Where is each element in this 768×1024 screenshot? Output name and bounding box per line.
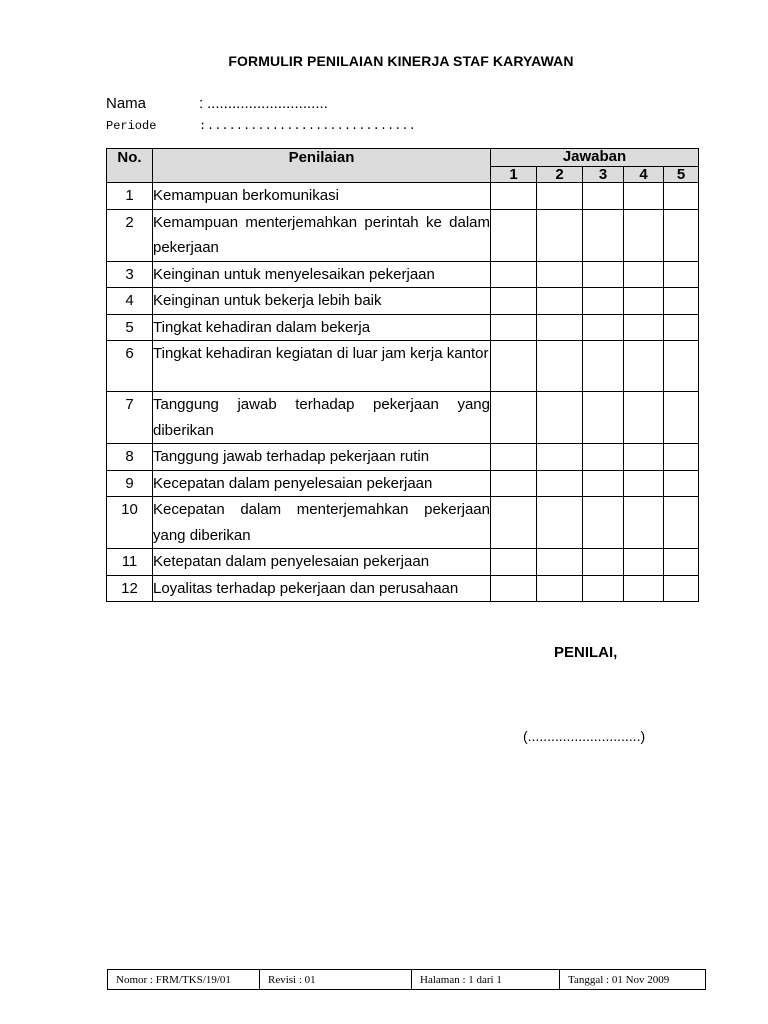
row-number: 1 bbox=[107, 183, 153, 210]
score-cell-5[interactable] bbox=[664, 183, 699, 210]
score-cell-1[interactable] bbox=[491, 314, 537, 341]
nama-label: Nama bbox=[106, 95, 147, 112]
score-cell-1[interactable] bbox=[491, 209, 537, 261]
table-row bbox=[107, 314, 699, 341]
row-number: 9 bbox=[107, 470, 153, 497]
row-number: 5 bbox=[107, 314, 153, 341]
score-cell-4[interactable] bbox=[624, 444, 664, 471]
score-cell-3[interactable] bbox=[583, 288, 624, 315]
score-cell-5[interactable] bbox=[664, 314, 699, 341]
score-cell-5[interactable] bbox=[664, 288, 699, 315]
nama-value[interactable]: ............................. bbox=[207, 95, 328, 112]
header-score-4: 4 bbox=[624, 167, 664, 183]
score-cell-1[interactable] bbox=[491, 288, 537, 315]
header-score-3: 3 bbox=[583, 167, 624, 183]
table-row bbox=[107, 392, 699, 444]
score-cell-3[interactable] bbox=[583, 261, 624, 288]
score-cell-3[interactable] bbox=[583, 575, 624, 602]
row-criterion: Keinginan untuk menyelesaikan pekerjaan bbox=[153, 261, 491, 288]
row-criterion: Tingkat kehadiran kegiatan di luar jam kerja kantor bbox=[153, 341, 491, 392]
score-cell-3[interactable] bbox=[583, 470, 624, 497]
periode-label: Periode bbox=[106, 119, 157, 133]
score-cell-1[interactable] bbox=[491, 470, 537, 497]
row-criterion: Tingkat kehadiran dalam bekerja bbox=[153, 314, 491, 341]
assessment-table bbox=[106, 148, 699, 602]
score-cell-1[interactable] bbox=[491, 497, 537, 549]
table-row bbox=[107, 497, 699, 549]
row-number: 3 bbox=[107, 261, 153, 288]
table-row bbox=[107, 183, 699, 210]
score-cell-4[interactable] bbox=[624, 209, 664, 261]
footer-revisi: Revisi : 01 bbox=[260, 970, 412, 990]
score-cell-2[interactable] bbox=[537, 314, 583, 341]
row-criterion: Tanggung jawab terhadap pekerjaan rutin bbox=[153, 444, 491, 471]
score-cell-3[interactable] bbox=[583, 497, 624, 549]
score-cell-2[interactable] bbox=[537, 470, 583, 497]
header-score-1: 1 bbox=[491, 167, 537, 183]
score-cell-2[interactable] bbox=[537, 183, 583, 210]
row-criterion: Kemampuan menterjemahkan perintah ke dalam pekerjaan bbox=[153, 209, 491, 261]
score-cell-2[interactable] bbox=[537, 549, 583, 576]
row-criterion: Keinginan untuk bekerja lebih baik bbox=[153, 288, 491, 315]
nama-colon: : bbox=[199, 95, 204, 112]
score-cell-3[interactable] bbox=[583, 392, 624, 444]
score-cell-2[interactable] bbox=[537, 261, 583, 288]
table-row bbox=[107, 549, 699, 576]
score-cell-1[interactable] bbox=[491, 444, 537, 471]
header-jawaban: Jawaban bbox=[491, 149, 699, 167]
score-cell-3[interactable] bbox=[583, 444, 624, 471]
score-cell-1[interactable] bbox=[491, 549, 537, 576]
header-no: No. bbox=[107, 149, 153, 183]
row-criterion: Kemampuan berkomunikasi bbox=[153, 183, 491, 210]
score-cell-4[interactable] bbox=[624, 314, 664, 341]
score-cell-4[interactable] bbox=[624, 575, 664, 602]
row-number: 12 bbox=[107, 575, 153, 602]
score-cell-3[interactable] bbox=[583, 209, 624, 261]
table-row bbox=[107, 444, 699, 471]
row-number: 10 bbox=[107, 497, 153, 549]
score-cell-2[interactable] bbox=[537, 341, 583, 392]
score-cell-5[interactable] bbox=[664, 549, 699, 576]
penilai-label: PENILAI, bbox=[554, 644, 618, 661]
row-number: 11 bbox=[107, 549, 153, 576]
score-cell-5[interactable] bbox=[664, 209, 699, 261]
table-body bbox=[107, 183, 699, 602]
score-cell-4[interactable] bbox=[624, 261, 664, 288]
row-number: 6 bbox=[107, 341, 153, 392]
score-cell-2[interactable] bbox=[537, 392, 583, 444]
periode-field-row bbox=[106, 119, 416, 133]
score-cell-1[interactable] bbox=[491, 392, 537, 444]
score-cell-3[interactable] bbox=[583, 183, 624, 210]
header-penilaian: Penilaian bbox=[153, 149, 491, 183]
score-cell-2[interactable] bbox=[537, 288, 583, 315]
row-number: 4 bbox=[107, 288, 153, 315]
score-cell-1[interactable] bbox=[491, 575, 537, 602]
score-cell-5[interactable] bbox=[664, 261, 699, 288]
score-cell-2[interactable] bbox=[537, 209, 583, 261]
score-cell-5[interactable] bbox=[664, 575, 699, 602]
footer-tanggal: Tanggal : 01 Nov 2009 bbox=[560, 970, 706, 990]
score-cell-3[interactable] bbox=[583, 549, 624, 576]
score-cell-3[interactable] bbox=[583, 314, 624, 341]
score-cell-1[interactable] bbox=[491, 261, 537, 288]
score-cell-4[interactable] bbox=[624, 392, 664, 444]
score-cell-5[interactable] bbox=[664, 392, 699, 444]
footer-nomor: Nomor : FRM/TKS/19/01 bbox=[108, 970, 260, 990]
score-cell-4[interactable] bbox=[624, 341, 664, 392]
header-score-5: 5 bbox=[664, 167, 699, 183]
score-cell-4[interactable] bbox=[624, 497, 664, 549]
header-score-2: 2 bbox=[537, 167, 583, 183]
table-row bbox=[107, 575, 699, 602]
table-row bbox=[107, 261, 699, 288]
nama-field-row bbox=[106, 95, 328, 112]
score-cell-4[interactable] bbox=[624, 470, 664, 497]
signature-placeholder[interactable]: (.............................) bbox=[523, 728, 646, 744]
score-cell-5[interactable] bbox=[664, 470, 699, 497]
score-cell-2[interactable] bbox=[537, 575, 583, 602]
row-number: 2 bbox=[107, 209, 153, 261]
score-cell-2[interactable] bbox=[537, 497, 583, 549]
score-cell-4[interactable] bbox=[624, 288, 664, 315]
row-criterion: Kecepatan dalam menterjemahkan pekerjaan yang diberikan bbox=[153, 497, 491, 549]
score-cell-1[interactable] bbox=[491, 341, 537, 392]
row-criterion: Kecepatan dalam penyelesaian pekerjaan bbox=[153, 470, 491, 497]
score-cell-5[interactable] bbox=[664, 444, 699, 471]
row-number: 7 bbox=[107, 392, 153, 444]
score-cell-5[interactable] bbox=[664, 341, 699, 392]
score-cell-4[interactable] bbox=[624, 549, 664, 576]
score-cell-2[interactable] bbox=[537, 444, 583, 471]
score-cell-5[interactable] bbox=[664, 497, 699, 549]
row-criterion: Loyalitas terhadap pekerjaan dan perusahaan bbox=[153, 575, 491, 602]
document-footer bbox=[107, 969, 706, 990]
score-cell-4[interactable] bbox=[624, 183, 664, 210]
periode-colon: : bbox=[199, 119, 207, 133]
form-title: FORMULIR PENILAIAN KINERJA STAF KARYAWAN bbox=[228, 53, 574, 69]
table-row bbox=[107, 470, 699, 497]
row-number: 8 bbox=[107, 444, 153, 471]
row-criterion: Ketepatan dalam penyelesaian pekerjaan bbox=[153, 549, 491, 576]
periode-value[interactable]: ............................. bbox=[207, 119, 416, 133]
table-row bbox=[107, 209, 699, 261]
table-row bbox=[107, 341, 699, 392]
score-cell-3[interactable] bbox=[583, 341, 624, 392]
score-cell-1[interactable] bbox=[491, 183, 537, 210]
row-criterion: Tanggung jawab terhadap pekerjaan yang diberikan bbox=[153, 392, 491, 444]
footer-halaman: Halaman : 1 dari 1 bbox=[412, 970, 560, 990]
table-row bbox=[107, 288, 699, 315]
